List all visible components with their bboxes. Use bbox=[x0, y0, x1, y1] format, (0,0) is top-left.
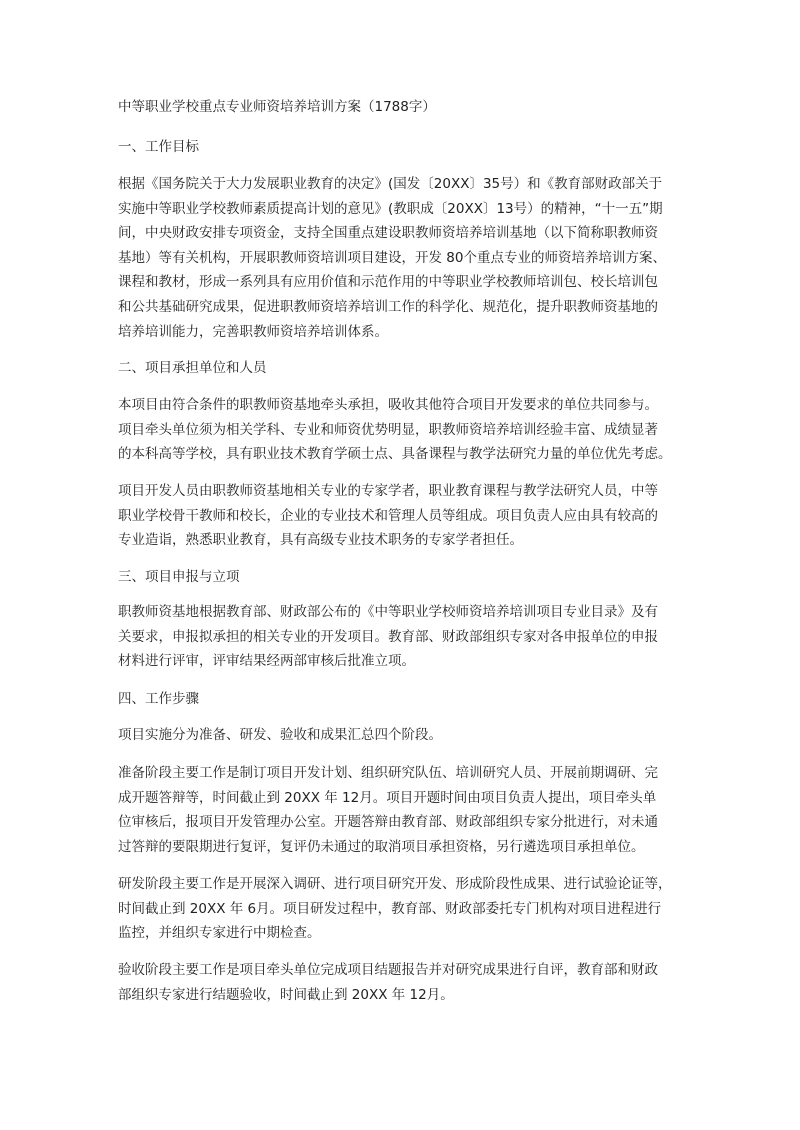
paragraph-line: 监控，并组织专家进行中期检查。 bbox=[118, 925, 321, 942]
section-heading-application: 三、项目申报与立项 bbox=[118, 569, 240, 585]
paragraph-units-2 bbox=[118, 479, 684, 553]
paragraph-line: 专业造诣，熟悉职业教育，具有高级专业技术职务的专家学者担任。 bbox=[118, 532, 523, 549]
paragraph-steps-develop bbox=[118, 872, 684, 946]
paragraph-line: 部组织专家进行结题验收，时间截止到 20XX 年 12月。 bbox=[118, 986, 454, 1003]
paragraph-line: 实施中等职业学校教师素质提高计划的意见》(教职成〔20XX〕13号）的精神，“十一五”期 bbox=[118, 200, 663, 217]
section-heading-units: 二、项目承担单位和人员 bbox=[118, 360, 267, 376]
paragraph-line: 验收阶段主要工作是项目牵头单位完成项目结题报告并对研究成果进行自评，教育部和财政 bbox=[118, 962, 658, 978]
paragraph-line: 时间截止到 20XX 年 6月。项目研发过程中，教育部、财政部委托专门机构对项目进程进行 bbox=[118, 900, 662, 917]
document-title: 中等职业学校重点专业师资培养培训方案（1788字） bbox=[118, 99, 436, 115]
paragraph-application bbox=[118, 600, 684, 674]
paragraph-line: 根据《国务院关于大力发展职业教育的决定》(国发〔20XX〕35号）和《教育部财政部关于 bbox=[118, 176, 663, 192]
paragraph-units-1 bbox=[118, 393, 684, 467]
paragraph-goals bbox=[118, 172, 684, 344]
paragraph-line: 职业学校骨干教师和校长，企业的专业技术和管理人员等组成。项目负责人应由具有较高的 bbox=[118, 507, 658, 524]
paragraph-line: 课程和教材，形成一系列具有应用价值和示范作用的中等职业学校教师培训包、校长培训包 bbox=[118, 274, 658, 291]
paragraph-line: 和公共基础研究成果，促进职教师资培养培训工作的科学化、规范化，提升职教师资基地的 bbox=[118, 298, 658, 315]
paragraph-line: 研发阶段主要工作是开展深入调研、进行项目研究开发、形成阶段性成果、进行试验论证等， bbox=[118, 876, 672, 892]
paragraph-steps-prepare bbox=[118, 761, 684, 859]
paragraph-line: 成开题答辩等，时间截止到 20XX 年 12月。项目开题时间由项目负责人提出，项目牵头单 bbox=[118, 789, 657, 806]
section-heading-goals: 一、工作目标 bbox=[118, 139, 199, 155]
paragraph-line: 项目实施分为准备、研发、验收和成果汇总四个阶段。 bbox=[118, 727, 442, 743]
paragraph-line: 项目开发人员由职教师资基地相关专业的专家学者，职业教育课程与教学法研究人员，中等 bbox=[118, 483, 658, 499]
paragraph-steps-acceptance bbox=[118, 958, 684, 1007]
paragraph-line: 本项目由符合条件的职教师资基地牵头承担，吸收其他符合项目开发要求的单位共同参与。 bbox=[118, 397, 658, 413]
paragraph-line: 职教师资基地根据教育部、财政部公布的《中等职业学校师资培养培训项目专业目录》及有 bbox=[118, 604, 658, 620]
paragraph-line: 的本科高等学校，具有职业技术教育学硕士点、具备课程与教学法研究力量的单位优先考虑。 bbox=[118, 446, 672, 463]
section-heading-steps: 四、工作步骤 bbox=[118, 691, 199, 707]
paragraph-line: 关要求，申报拟承担的相关专业的开发项目。教育部、财政部组织专家对各申报单位的申报 bbox=[118, 628, 658, 645]
paragraph-line: 过答辩的要限期进行复评，复评仍未通过的取消项目承担资格，另行遴选项目承担单位。 bbox=[118, 838, 645, 855]
paragraph-line: 位审核后，报项目开发管理办公室。开题答辩由教育部、财政部组织专家分批进行，对未通 bbox=[118, 814, 658, 831]
paragraph-line: 间，中央财政安排专项资金，支持全国重点建设职教师资培养培训基地（以下简称职教师资 bbox=[118, 225, 658, 242]
paragraph-line: 材料进行评审，评审结果经两部审核后批准立项。 bbox=[118, 653, 415, 670]
paragraph-line: 项目牵头单位须为相关学科、专业和师资优势明显，职教师资培养培训经验丰富、成绩显著 bbox=[118, 421, 658, 438]
paragraph-steps-intro bbox=[118, 723, 684, 748]
paragraph-line: 培养培训能力，完善职教师资培养培训体系。 bbox=[118, 323, 388, 340]
paragraph-line: 准备阶段主要工作是制订项目开发计划、组织研究队伍、培训研究人员、开展前期调研、完 bbox=[118, 765, 658, 781]
paragraph-line: 基地）等有关机构，开展职教师资培训项目建设，开发 80个重点专业的师资培养培训方案、 bbox=[118, 249, 666, 266]
